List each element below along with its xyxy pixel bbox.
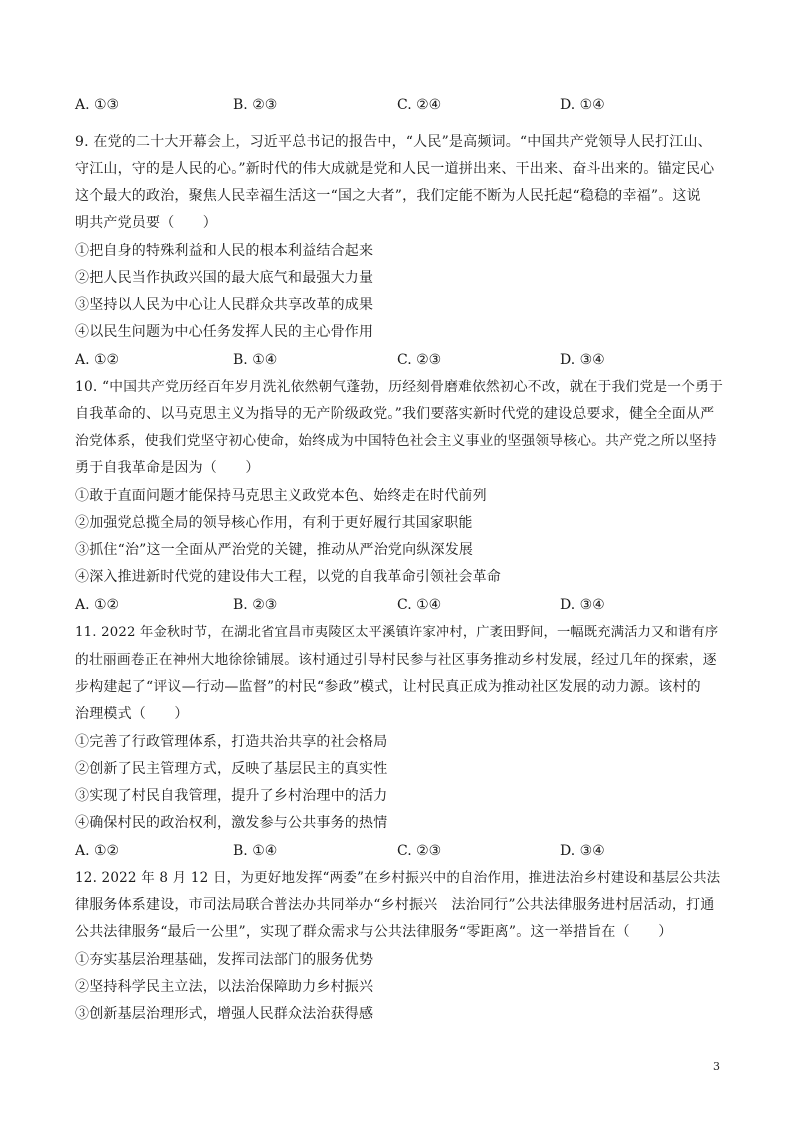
q11-stem-line: 步构建起了“评议—行动—监督”的村民“参政”模式，让村民真正成为推动社区发展的动力源。该村的	[75, 679, 701, 695]
q12-statement: ①夯实基层治理基础，发挥司法部门的服务优势	[75, 952, 374, 968]
q9-stem-line: 这个最大的政治，聚焦人民幸福生活这一“国之大者”，我们定能不断为人民托起“稳稳的幸福”。这说	[75, 188, 701, 204]
q11-statement: ③实现了村民自我管理，提升了乡村治理中的活力	[75, 788, 388, 804]
q9-statement: ①把自身的特殊利益和人民的根本利益结合起来	[75, 243, 374, 259]
q10-stem-line: 自我革命的、以马克思主义为指导的无产阶级政党。”我们要落实新时代党的建设总要求，健全全面从严	[75, 406, 715, 422]
q9-stem-line: 9. 在党的二十大开幕会上，习近平总书记的报告中，“人民”是高频词。“中国共产党领导人民打江山、	[75, 134, 712, 150]
option-d[interactable]: D. ③④	[560, 597, 605, 613]
q9-options	[75, 352, 725, 368]
q9-stem-line: 守江山，守的是人民的心。”新时代的伟大成就是党和人民一道拼出来、干出来、奋斗出来的。锚定民心	[75, 161, 715, 177]
option-b[interactable]: B. ②③	[233, 97, 278, 113]
q11-statement: ④确保村民的政治权利，激发参与公共事务的热情	[75, 815, 388, 831]
option-d[interactable]: D. ③④	[560, 843, 605, 859]
q12-statement: ②坚持科学民主立法，以法治保障助力乡村振兴	[75, 979, 374, 995]
q9-statement: ④以民生问题为中心任务发挥人民的主心骨作用	[75, 324, 374, 340]
q11-statement: ①完善了行政管理体系，打造共治共享的社会格局	[75, 734, 388, 750]
q10-stem-line: 10. “中国共产党历经百年岁月洗礼依然朝气蓬勃，历经刻骨磨难依然初心不改，就在于我们党是一个勇于	[75, 379, 724, 395]
option-d[interactable]: D. ③④	[560, 352, 605, 368]
q10-options	[75, 597, 725, 613]
option-a[interactable]: A. ①②	[75, 352, 120, 368]
option-a[interactable]: A. ①②	[75, 843, 120, 859]
q12-stem-line: 律服务体系建设，市司法局联合普法办共同举办“乡村振兴 法治同行”公共法律服务进村居活动，打通	[75, 897, 715, 913]
q10-statement: ③抓住“治”这一全面从严治党的关键，推动从严治党向纵深发展	[75, 542, 474, 558]
q10-stem-line: 勇于自我革命是因为（ ）	[75, 460, 260, 476]
q8-options	[75, 97, 725, 113]
q9-stem-line: 明共产党员要（ ）	[75, 215, 217, 231]
q10-stem-line: 治党体系，使我们党坚守初心使命，始终成为中国特色社会主义事业的坚强领导核心。共产党之所以坚持	[75, 433, 717, 449]
q11-stem-line: 的壮丽画卷正在神州大地徐徐铺展。该村通过引导村民参与社区事务推动乡村发展，经过几年的探索，逐	[75, 652, 717, 668]
q9-statement: ②把人民当作执政兴国的最大底气和最强大力量	[75, 270, 374, 286]
option-a[interactable]: A. ①②	[75, 597, 120, 613]
option-c[interactable]: C. ②③	[397, 352, 442, 368]
option-c[interactable]: C. ①④	[397, 597, 442, 613]
q11-options	[75, 843, 725, 859]
page-number: 3	[713, 1060, 720, 1073]
q11-statement: ②创新了民主管理方式，反映了基层民主的真实性	[75, 761, 388, 777]
option-b[interactable]: B. ②③	[233, 597, 278, 613]
option-c[interactable]: C. ②③	[397, 843, 442, 859]
q10-statement: ①敢于直面问题才能保持马克思主义政党本色、始终走在时代前列	[75, 488, 487, 504]
option-c[interactable]: C. ②④	[397, 97, 442, 113]
option-a[interactable]: A. ①③	[75, 97, 120, 113]
q10-statement: ④深入推进新时代党的建设伟大工程，以党的自我革命引领社会革命	[75, 569, 501, 585]
q12-stem-line: 公共法律服务“最后一公里”，实现了群众需求与公共法律服务“零距离”。这一举措旨在（ ）	[75, 924, 673, 940]
option-b[interactable]: B. ①④	[233, 352, 278, 368]
q11-stem-line: 治理模式（ ）	[75, 706, 189, 722]
q12-stem-line: 12. 2022 年 8 月 12 日，为更好地发挥“两委”在乡村振兴中的自治作用，推进法治乡村建设和基层公共法	[75, 870, 721, 886]
q10-statement: ②加强党总揽全局的领导核心作用，有利于更好履行其国家职能	[75, 515, 473, 531]
option-b[interactable]: B. ①④	[233, 843, 278, 859]
q9-statement: ③坚持以人民为中心让人民群众共享改革的成果	[75, 297, 374, 313]
option-d[interactable]: D. ①④	[560, 97, 605, 113]
q11-stem-line: 11. 2022 年金秋时节，在湖北省宜昌市夷陵区太平溪镇许家冲村，广袤田野间，一幅既充满活力又和谐有序	[75, 625, 719, 640]
q12-statement: ③创新基层治理形式，增强人民群众法治获得感	[75, 1006, 374, 1022]
